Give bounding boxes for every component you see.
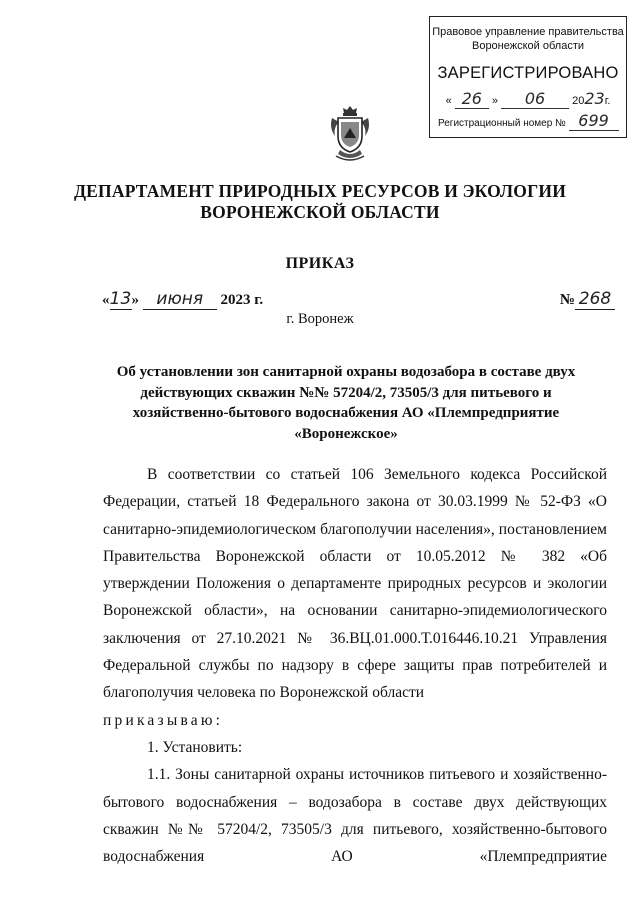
- stamp-reg-number-label: Регистрационный номер №: [438, 118, 566, 129]
- stamp-reg-number-row: [430, 111, 626, 129]
- department-name-line1: ДЕПАРТАМЕНТ ПРИРОДНЫХ РЕСУРСОВ И ЭКОЛОГИИ: [73, 181, 567, 201]
- stamp-date-open-quote: «: [445, 95, 452, 107]
- order-date-month: июня: [143, 289, 217, 310]
- city: г. Воронеж: [286, 311, 354, 327]
- registration-stamp: [429, 16, 627, 138]
- coat-of-arms-icon: [328, 104, 372, 164]
- item-1: 1. Установить:: [147, 738, 243, 756]
- item-1-1: 1.1. Зоны санитарной охраны источников питьевого и хозяйственно-бытового водоснабжения – водозабора в составе двух действующих скважин №№ 57204/2, 73505/3 для питьевого, хозяйственно-бытового водоснабжения АО «Племпредприятие: [103, 766, 607, 866]
- stamp-date-day: 26: [455, 89, 489, 109]
- document-title-line3: хозяйственно-бытового водоснабжения АО «Племпредприятие: [132, 405, 560, 421]
- order-date-day: 13: [109, 289, 132, 309]
- preamble-paragraph: В соответствии со статьей 106 Земельного кодекса Российской Федерации, статьей 18 Федерального закона от 30.03.1999 № 52-ФЗ «О санитарно-эпидемиологическом благополучии населения», постановлением Правительства Воронежской области от 10.05.2012 № 382 «Об утверждении Положения о департаменте природных ресурсов и экологии Воронежской области», на основании санитарно-эпидемиологического заключения от 27.10.2021 № 36.ВЦ.01.000.Т.016446.10.21 Управления Федеральной службы по надзору в сфере защиты прав потребителей и благополучия человека по Воронежской области: [103, 466, 607, 702]
- order-word: приказываю:: [103, 711, 224, 729]
- stamp-date-year-hand: 23: [584, 89, 605, 108]
- order-number: [560, 289, 615, 310]
- order-date-open-quote: «: [102, 292, 110, 308]
- department-name-line2: ВОРОНЕЖСКОЙ ОБЛАСТИ: [200, 202, 440, 222]
- order-date-close-quote: »: [131, 292, 139, 308]
- stamp-date-year-prefix: 20: [572, 95, 585, 107]
- order-number-label: №: [559, 292, 575, 308]
- stamp-authority-line1: Правовое управление правительства: [432, 26, 624, 38]
- order-date-year: 2023 г.: [220, 292, 264, 308]
- order-date: [102, 289, 263, 310]
- department-name: [60, 181, 580, 223]
- stamp-date: [430, 89, 626, 107]
- document-type: ПРИКАЗ: [285, 255, 355, 272]
- stamp-date-year-suffix: г.: [604, 95, 611, 107]
- stamp-authority-line2: Воронежской области: [471, 40, 584, 52]
- document-title: [102, 362, 590, 444]
- stamp-date-month: 06: [501, 89, 569, 109]
- document-title-line4: «Воронежское»: [294, 425, 398, 442]
- stamp-date-close-quote: »: [491, 95, 498, 107]
- document-title-line1: Об установлении зон санитарной охраны водозабора в составе двух: [116, 364, 576, 380]
- order-number-value: 268: [575, 289, 615, 310]
- stamp-reg-number: 699: [569, 111, 619, 131]
- document-title-line2: действующих скважин №№ 57204/2, 73505/3 для питьевого и: [140, 384, 552, 401]
- order-date-number-row: [102, 289, 615, 313]
- document-body: [103, 461, 607, 870]
- stamp-registered-label: ЗАРЕГИСТРИРОВАНО: [437, 64, 619, 82]
